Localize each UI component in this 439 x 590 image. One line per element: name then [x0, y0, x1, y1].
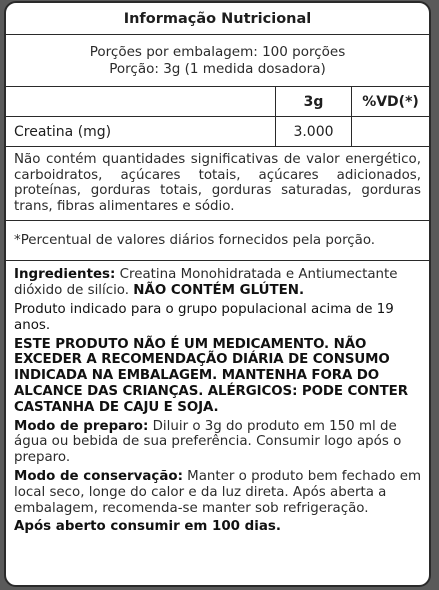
table-header — [6, 87, 429, 117]
nutrition-label — [4, 1, 431, 587]
label-title: Informação Nutricional — [6, 3, 429, 35]
target-group: Produto indicado para o grupo populacional acima de 19 anos. — [14, 301, 394, 333]
header-empty-cell — [6, 87, 276, 116]
preparation — [14, 419, 421, 466]
insignificant-amounts-note: Não contém quantidades significativas de valor energético, carboidratos, açúcares totais, açúcares adicionados, proteínas, gorduras totais, gorduras saturadas, gorduras trans, fibras alimentares e sódio. — [6, 147, 429, 221]
conservation-text: Manter o produto bem fechado em local seco, longe do calor e da luz direta. Após aberta a embalagem, recomenda-se manter sob refrigeração. — [14, 468, 421, 516]
nutrient-amount: 3.000 — [276, 117, 352, 146]
header-amount: 3g — [276, 87, 352, 116]
table-row — [6, 117, 429, 147]
portions-info — [6, 35, 429, 87]
warning-text: ESTE PRODUTO NÃO É UM MEDICAMENTO. NÃO EXCEDER A RECOMENDAÇÃO DIÁRIA DE CONSUMO INDICADA NA EMBALAGEM. MANTENHA FORA DO ALCANCE DAS CRIANÇAS. ALÉRGICOS: PODE CONTER CASTANHA DE CAJU E SOJA. — [14, 336, 408, 415]
after-opening: Após aberto consumir em 100 dias. — [14, 519, 281, 535]
conservation — [14, 469, 421, 516]
nutrient-vd — [352, 117, 429, 146]
header-vd: %VD(*) — [362, 93, 419, 110]
preparation-label: Modo de preparo: — [14, 418, 149, 434]
nutrient-name: Creatina (mg) — [6, 117, 276, 146]
product-info — [6, 261, 429, 535]
percent-daily-note: *Percentual de valores diários fornecidos pela porção. — [6, 221, 429, 261]
conservation-label: Modo de conservação: — [14, 468, 183, 484]
ingredients — [14, 267, 421, 299]
preparation-text: Diluir o 3g do produto em 150 ml de água ou bebida de sua preferência. Consumir logo após o preparo. — [14, 418, 402, 466]
portion-size: Porção: 3g (1 medida dosadora) — [109, 60, 326, 77]
gluten-statement: NÃO CONTÉM GLÚTEN. — [133, 283, 305, 299]
portions-per-package: Porções por embalagem: 100 porções — [89, 43, 346, 60]
ingredients-label: Ingredientes: — [14, 267, 116, 283]
ingredients-text: Creatina Monohidratada e Antiumectante dióxido de silício. — [14, 267, 398, 299]
